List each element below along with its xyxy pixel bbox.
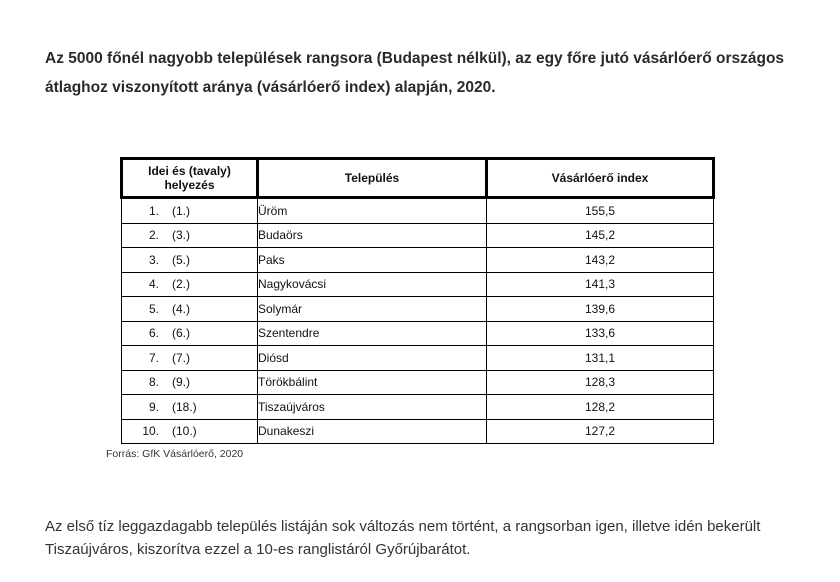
index-cell: 143,2 [487,248,714,273]
previous-rank: (3.) [172,228,190,243]
rank-cell [122,395,258,420]
header-rank: Idei és (tavaly) helyezés [122,159,258,198]
town-cell: Dunakeszi [258,419,487,444]
town-cell: Budaörs [258,223,487,248]
index-cell: 133,6 [487,321,714,346]
current-rank: 7. [148,350,159,365]
town-cell: Paks [258,248,487,273]
previous-rank: (2.) [172,277,190,292]
table-row [122,272,714,297]
current-rank: 10. [142,424,159,439]
table-row [122,346,714,371]
current-rank: 2. [148,228,159,243]
source-note: Forrás: GfK Vásárlóerő, 2020 [106,448,244,460]
previous-rank: (6.) [172,326,190,341]
current-rank: 9. [148,399,159,414]
index-cell: 128,3 [487,370,714,395]
table-row [122,370,714,395]
body-paragraph: Az első tíz leggazdagabb település listáján sok változás nem történt, a rangsorban igen, illetve idén bekerült Tiszaújváros, kiszorítva ezzel a 10-es ranglistáról Győrújbarátot. [45,518,761,558]
table-row [122,223,714,248]
table-row [122,395,714,420]
index-cell: 145,2 [487,223,714,248]
rank-cell [122,223,258,248]
current-rank: 1. [148,203,159,218]
header-town: Település [258,159,487,198]
rank-cell [122,198,258,224]
current-rank: 4. [148,277,159,292]
rank-cell [122,370,258,395]
rank-cell [122,297,258,322]
current-rank: 8. [148,375,159,390]
index-cell: 127,2 [487,419,714,444]
previous-rank: (7.) [172,350,190,365]
index-cell: 128,2 [487,395,714,420]
current-rank: 3. [148,252,159,267]
table-header-row [122,159,714,198]
table-row [122,321,714,346]
table-row [122,248,714,273]
ranking-table [120,157,715,444]
table-row [122,198,714,224]
previous-rank: (10.) [172,424,197,439]
town-cell: Törökbálint [258,370,487,395]
rank-cell [122,346,258,371]
town-cell: Diósd [258,346,487,371]
previous-rank: (4.) [172,301,190,316]
rank-cell [122,321,258,346]
rank-cell [122,419,258,444]
current-rank: 5. [148,301,159,316]
previous-rank: (18.) [172,399,197,414]
town-cell: Solymár [258,297,487,322]
town-cell: Üröm [258,198,487,224]
index-cell: 155,5 [487,198,714,224]
table-row [122,297,714,322]
previous-rank: (1.) [172,203,190,218]
town-cell: Szentendre [258,321,487,346]
index-cell: 131,1 [487,346,714,371]
current-rank: 6. [148,326,159,341]
rank-cell [122,248,258,273]
table-row [122,419,714,444]
previous-rank: (9.) [172,375,190,390]
rank-cell [122,272,258,297]
ranking-table-container [120,157,715,444]
previous-rank: (5.) [172,252,190,267]
index-cell: 139,6 [487,297,714,322]
index-cell: 141,3 [487,272,714,297]
header-index: Vásárlóerő index [487,159,714,198]
town-cell: Nagykovácsi [258,272,487,297]
town-cell: Tiszaújváros [258,395,487,420]
page-heading: Az 5000 főnél nagyobb települések rangsora (Budapest nélkül), az egy főre jutó vásárlóerő országos átlaghoz viszonyított aránya (vásárlóerő index) alapján, 2020. [45,50,785,96]
